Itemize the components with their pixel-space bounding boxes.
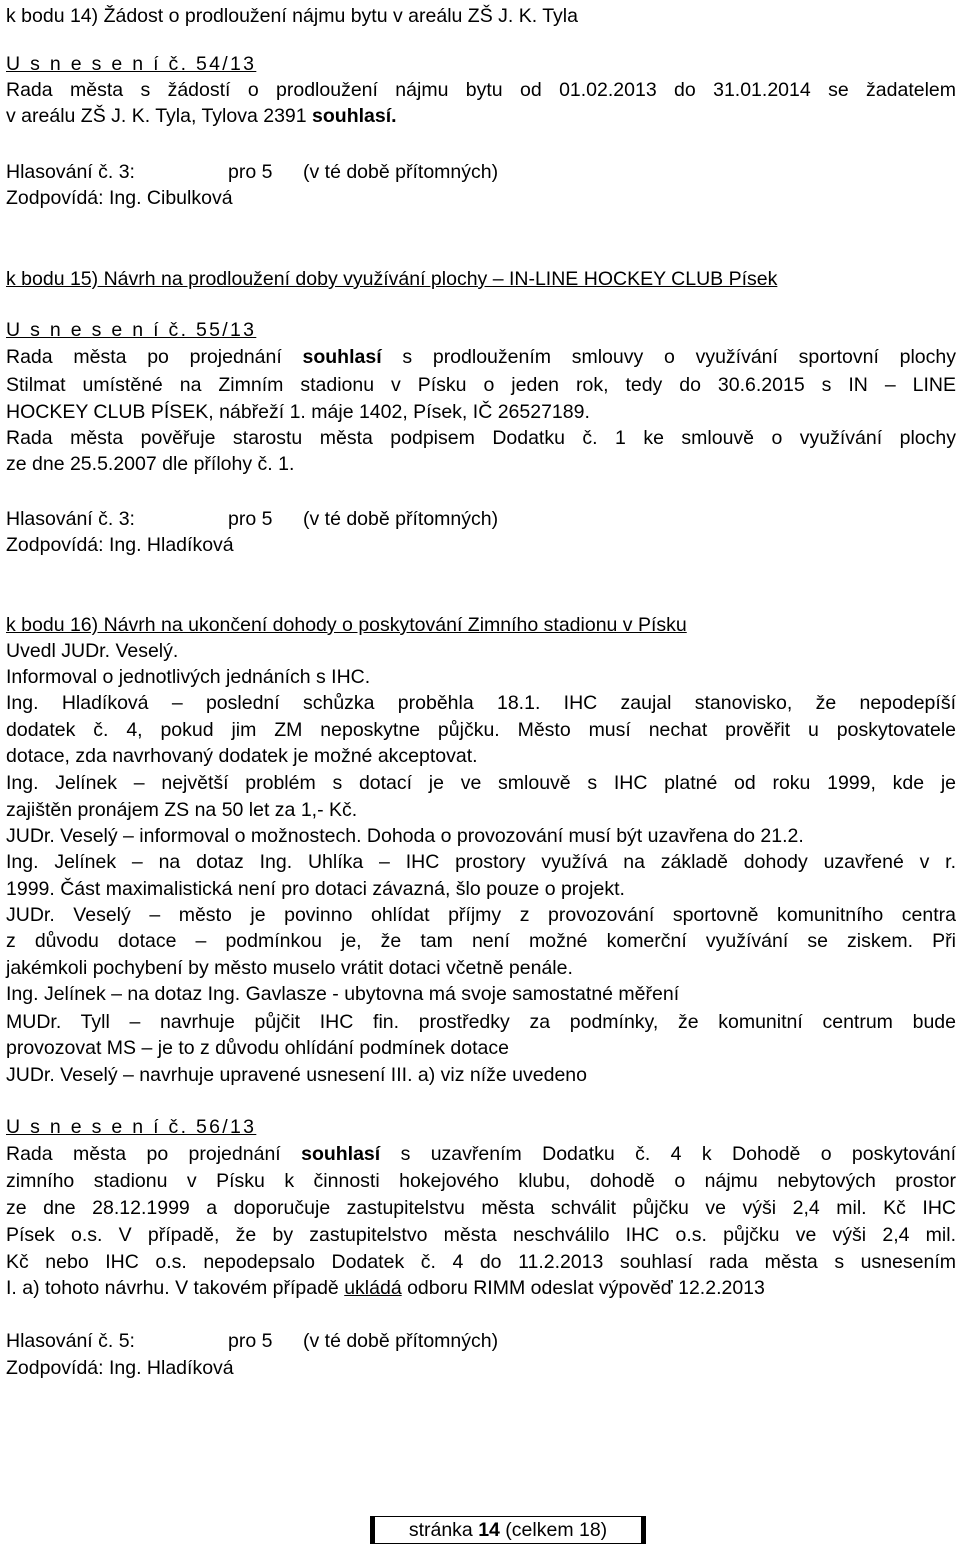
item14-text-line2-a: v areálu ZŠ J. K. Tyla, Tylova 2391 [6, 105, 313, 127]
item16-line: provozovat MS – je to z důvodu ohlídání podmínek dotace [6, 1037, 509, 1059]
vote-label: Hlasování č. 3: [6, 508, 135, 530]
item16-line: JUDr. Veselý – navrhuje upravené usnesení III. a) viz níže uvedeno [6, 1064, 588, 1086]
item16-res-line1-a: Rada města po projednání [6, 1143, 302, 1165]
item16-line: Uvedl JUDr. Veselý. [6, 640, 179, 662]
page-prefix: stránka [408, 1519, 479, 1541]
item15-line1 [6, 344, 956, 370]
item15-line4: Rada města pověřuje starostu města podpisem Dodatku č. 1 ke smlouvě o využívání plochy [6, 427, 956, 449]
item16-res-line5: Kč nebo IHC o.s. nepodepsalo Dodatek č. 4 do 11.2.2013 souhlasí rada města s usnesením [6, 1251, 956, 1273]
item14-text-line1: Rada města s žádostí o prodloužení nájmu bytu od 01.02.2013 do 31.01.2014 se žadatelem [6, 79, 956, 101]
item14-responsible: Zodpovídá: Ing. Cibulková [6, 187, 233, 209]
item16-line: Ing. Jelínek – největší problém s dotací je ve smlouvě s IHC platné od roku 1999, kde je [6, 772, 956, 794]
item16-res-line1-c: s uzavřením Dodatku č. 4 k Dohodě o poskytování [380, 1143, 956, 1165]
item14-heading: k bodu 14) Žádost o prodloužení nájmu bytu v areálu ZŠ J. K. Tyla [6, 5, 578, 27]
item15-vote [6, 506, 498, 532]
item16-line: Ing. Hladíková – poslední schůzka proběhla 18.1. IHC zaujal stanovisko, že nepodepíší [6, 692, 956, 714]
item15-line1-a: Rada města po projednání [6, 346, 303, 368]
item16-line: Informoval o jednotlivých jednáních s IHC. [6, 666, 371, 688]
item16-res-line6 [6, 1275, 765, 1301]
page-number: 14 [478, 1519, 500, 1541]
item15-heading: k bodu 15) Návrh na prodloužení doby využívání plochy – IN-LINE HOCKEY CLUB Písek [6, 268, 778, 290]
item16-line: JUDr. Veselý – město je povinno ohlídat příjmy z provozování sportovně komunitního centra [6, 904, 956, 926]
item14-text-line2 [6, 103, 397, 129]
item15-line5: ze dne 25.5.2007 dle přílohy č. 1. [6, 453, 295, 475]
item16-line: z důvodu dotace – podmínkou je, že tam není možné komerční využívání se ziskem. Při [6, 930, 956, 952]
item16-vote [6, 1328, 498, 1354]
vote-label: Hlasování č. 5: [6, 1330, 135, 1352]
item16-res-line3: ze dne 28.12.1999 a doporučuje zastupitelstvu města schválit půjčku ve výši 2,4 mil. Kč IHC [6, 1197, 956, 1219]
item14-vote [6, 159, 498, 185]
item15-line3: HOCKEY CLUB PÍSEK, nábřeží 1. máje 1402, Písek, IČ 26527189. [6, 401, 590, 423]
item15-responsible: Zodpovídá: Ing. Hladíková [6, 534, 234, 556]
page-suffix: (celkem 18) [499, 1519, 608, 1541]
item16-line: JUDr. Veselý – informoval o možnostech. Dohoda o provozování musí být uzavřena do 21.2. [6, 825, 804, 847]
vote-label: Hlasování č. 3: [6, 161, 135, 183]
item15-decision: souhlasí [302, 346, 382, 368]
item16-res-line1 [6, 1141, 956, 1167]
item16-res-line6-a: I. a) tohoto návrhu. V takovém případě [6, 1277, 345, 1299]
item16-responsible: Zodpovídá: Ing. Hladíková [6, 1357, 234, 1379]
item15-line2: Stilmat umístěné na Zimním stadionu v Písku o jeden rok, tedy do 30.6.2015 s IN – LINE [6, 374, 956, 396]
vote-note: (v té době přítomných) [303, 161, 499, 183]
item16-res-line4: Písek o.s. V případě, že by zastupitelstvo města neschválilo IHC o.s. půjčku ve výši 2,4 mil. [6, 1224, 956, 1246]
vote-result: pro 5 [228, 1330, 273, 1352]
item15-resolution-label: U s n e s e n í č. 55/13 [6, 319, 257, 341]
item16-line: jakémkoli pochybení by město muselo vrátit dotaci včetně penále. [6, 957, 573, 979]
page-footer [370, 1516, 646, 1544]
item16-resolution-label: U s n e s e n í č. 56/13 [6, 1116, 257, 1138]
item16-line: dotace, zda navrhovaný dodatek je možné akceptovat. [6, 745, 478, 767]
item14-decision: souhlasí. [312, 105, 397, 127]
item15-line1-c: s prodloužením smlouvy o využívání sportovní plochy [381, 346, 956, 368]
item16-heading: k bodu 16) Návrh na ukončení dohody o poskytování Zimního stadionu v Písku [6, 614, 687, 636]
item16-imposes: ukládá [344, 1277, 402, 1299]
item16-line: MUDr. Tyll – navrhuje půjčit IHC fin. prostředky za podmínky, že komunitní centrum bude [6, 1011, 956, 1033]
item16-res-line6-c: odboru RIMM odeslat výpověď 12.2.2013 [401, 1277, 765, 1299]
item16-line: Ing. Jelínek – na dotaz Ing. Uhlíka – IHC prostory využívá na základě dohody uzavřené v r. [6, 851, 956, 873]
vote-result: pro 5 [228, 161, 273, 183]
resolution-label-text: U s n e s e n í č. 54/13 [6, 53, 257, 75]
vote-note: (v té době přítomných) [303, 1330, 499, 1352]
item16-res-line2: zimního stadionu v Písku k činnosti hokejového klubu, dohodě o nájmu nebytových prostor [6, 1170, 956, 1192]
item16-line: Ing. Jelínek – na dotaz Ing. Gavlasze - ubytovna má svoje samostatné měření [6, 983, 680, 1005]
item16-line: dodatek č. 4, pokud jim ZM neposkytne půjčku. Město musí nechat prověřit u poskytovatele [6, 719, 956, 741]
item16-line: zajištěn pronájem ZS na 50 let za 1,- Kč. [6, 799, 358, 821]
vote-result: pro 5 [228, 508, 273, 530]
item16-decision: souhlasí [301, 1143, 381, 1165]
item16-line: 1999. Část maximalistická není pro dotaci závazná, šlo pouze o projekt. [6, 878, 625, 900]
vote-note: (v té době přítomných) [303, 508, 499, 530]
item14-resolution-label [6, 51, 256, 77]
